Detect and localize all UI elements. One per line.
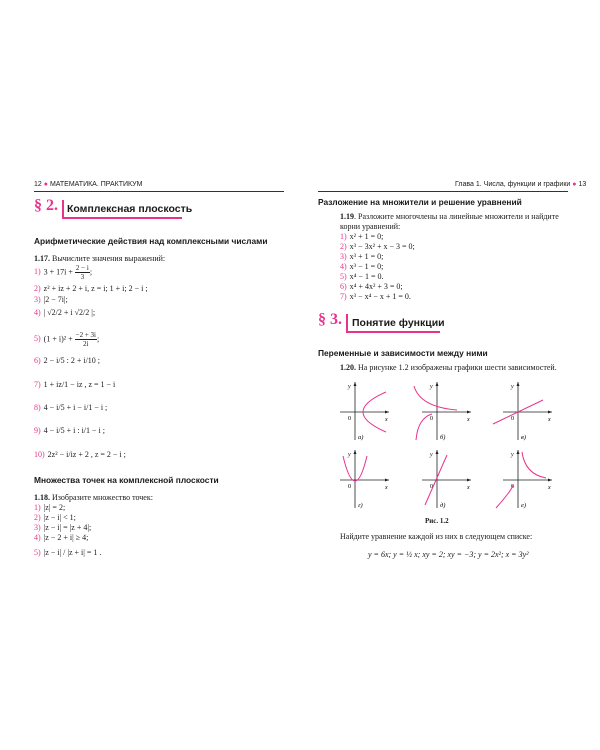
x-axis-label: x xyxy=(385,417,388,423)
y-axis-label: y xyxy=(511,384,514,390)
graph-label: в) xyxy=(521,434,526,441)
section-2-heading: § 2. xyxy=(34,197,58,214)
x-axis-label: x xyxy=(548,485,551,491)
list-item: 9) 4 − i/5 + i : i/1 − i ; xyxy=(34,426,105,435)
graph-3 xyxy=(493,382,552,441)
y-axis-label: y xyxy=(348,384,351,390)
list-item: 1) x² + 1 = 0; xyxy=(340,232,384,241)
problem-1-20: 1.20. На рисунке 1.2 изображены графики шести зависимостей. xyxy=(340,363,557,372)
list-item: 6) x⁴ + 4x² + 3 = 0; xyxy=(340,282,403,291)
origin-label: 0 xyxy=(430,416,433,422)
left-header: 12 ● МАТЕМАТИКА. ПРАКТИКУМ xyxy=(34,181,143,188)
task-text: Найдите уравнение каждой из них в следующем списке: xyxy=(340,532,533,541)
list-item: 5) |z − i| / |z + i| = 1 . xyxy=(34,548,102,557)
y-axis-label: y xyxy=(430,452,433,458)
list-item: 2) z² + iz + 2 + i, z = i; 1 + i; 2 − i ; xyxy=(34,284,148,293)
origin-label: 0 xyxy=(348,484,351,490)
section-3-title: Понятие функции xyxy=(352,317,445,329)
list-item: 5) x⁴ − 1 = 0. xyxy=(340,272,384,281)
list-item: 4) x³ − 1 = 0; xyxy=(340,262,384,271)
y-axis-label: y xyxy=(430,384,433,390)
function-curve xyxy=(414,386,457,440)
graph-1 xyxy=(340,382,389,441)
list-item: 4) | √2/2 + i √2/2 |; xyxy=(34,308,96,317)
graph-label: г) xyxy=(358,502,363,509)
list-item: 5) (1 + i)² + $\frac{-2 + 3i}{2i}$ ; xyxy=(34,331,100,348)
problem-1-19: 1.19. Разложите многочлены на линейные множители и найдите корни уравнений: xyxy=(340,212,559,231)
list-item: 8) 4 − i/5 + i − i/1 − i ; xyxy=(34,403,108,412)
list-item: 10) 2z² − i/iz + 2 , z = 2 − i ; xyxy=(34,450,126,459)
left-page-number: 12 xyxy=(34,181,42,188)
x-axis-label: x xyxy=(467,417,470,423)
list-item: 2) |z − i| < 1; xyxy=(34,513,76,522)
right-header: Глава 1. Числа, функции и графики ● 13 xyxy=(455,181,587,188)
x-axis-label: x xyxy=(548,417,551,423)
list-item: 1) 3 + 17i + $\frac{2 - i}{3}$ ; xyxy=(34,264,93,281)
graph-label: а) xyxy=(358,434,364,441)
origin-label: 0 xyxy=(348,416,351,422)
left-header-title: МАТЕМАТИКА. ПРАКТИКУМ xyxy=(49,181,143,188)
y-axis-label: y xyxy=(511,452,514,458)
graph-label: б) xyxy=(440,434,446,441)
problem-1-17: 1.17. Вычислите значения выражений: xyxy=(34,254,166,263)
list-item: 3) |2 − 7i|; xyxy=(34,295,68,304)
problem-1-18: 1.18. Изобразите множество точек: xyxy=(34,493,153,502)
origin-label: 0 xyxy=(430,484,433,490)
subsection-point-sets: Множества точек на комплексной плоскости xyxy=(34,475,219,485)
list-item: 1) |z| = 2; xyxy=(34,503,66,512)
subsection-variables: Переменные и зависимости между ними xyxy=(318,348,488,358)
graph-4 xyxy=(340,450,389,509)
list-item: 4) |z − 2 + i| ≥ 4; xyxy=(34,533,89,542)
list-item: 7) x³ − x⁴ − x + 1 = 0. xyxy=(340,292,411,301)
x-axis-label: x xyxy=(385,485,388,491)
list-item: 3) |z − i| = |z + 4|; xyxy=(34,523,92,532)
graph-label: д) xyxy=(440,502,446,509)
x-axis-label: x xyxy=(467,485,470,491)
chapter-label: Глава 1. xyxy=(455,181,482,188)
section-3-heading: § 3. xyxy=(318,311,342,328)
subsection-factoring: Разложение на множители и решение уравнений xyxy=(318,197,522,207)
graph-6 xyxy=(496,450,552,509)
list-item: 3) x³ + 1 = 0; xyxy=(340,252,384,261)
list-item: 7) 1 + iz/1 − iz , z = 1 − i xyxy=(34,380,116,389)
subsection-arithmetic: Арифметические действия над комплексными числами xyxy=(34,236,268,246)
figure-caption: Рис. 1.2 xyxy=(425,517,449,525)
origin-label: 0 xyxy=(511,484,514,490)
list-item: 6) 2 − i/5 : 2 + i/10 ; xyxy=(34,356,101,365)
equations-list: y = 6x; y = ½ x; xy = 2; xy = −3; y = 2x²; x = 3y² xyxy=(368,550,529,559)
graph-2 xyxy=(414,382,471,441)
list-item: 2) x³ − 3x² + x − 3 = 0; xyxy=(340,242,415,251)
right-page-number: 13 xyxy=(578,181,587,188)
graph-label: е) xyxy=(521,502,527,509)
right-header-title: Числа, функции и графики xyxy=(483,181,571,188)
graph-5 xyxy=(422,450,471,509)
origin-label: 0 xyxy=(511,416,514,422)
y-axis-label: y xyxy=(348,452,351,458)
section-2-title: Комплексная плоскость xyxy=(67,203,193,215)
